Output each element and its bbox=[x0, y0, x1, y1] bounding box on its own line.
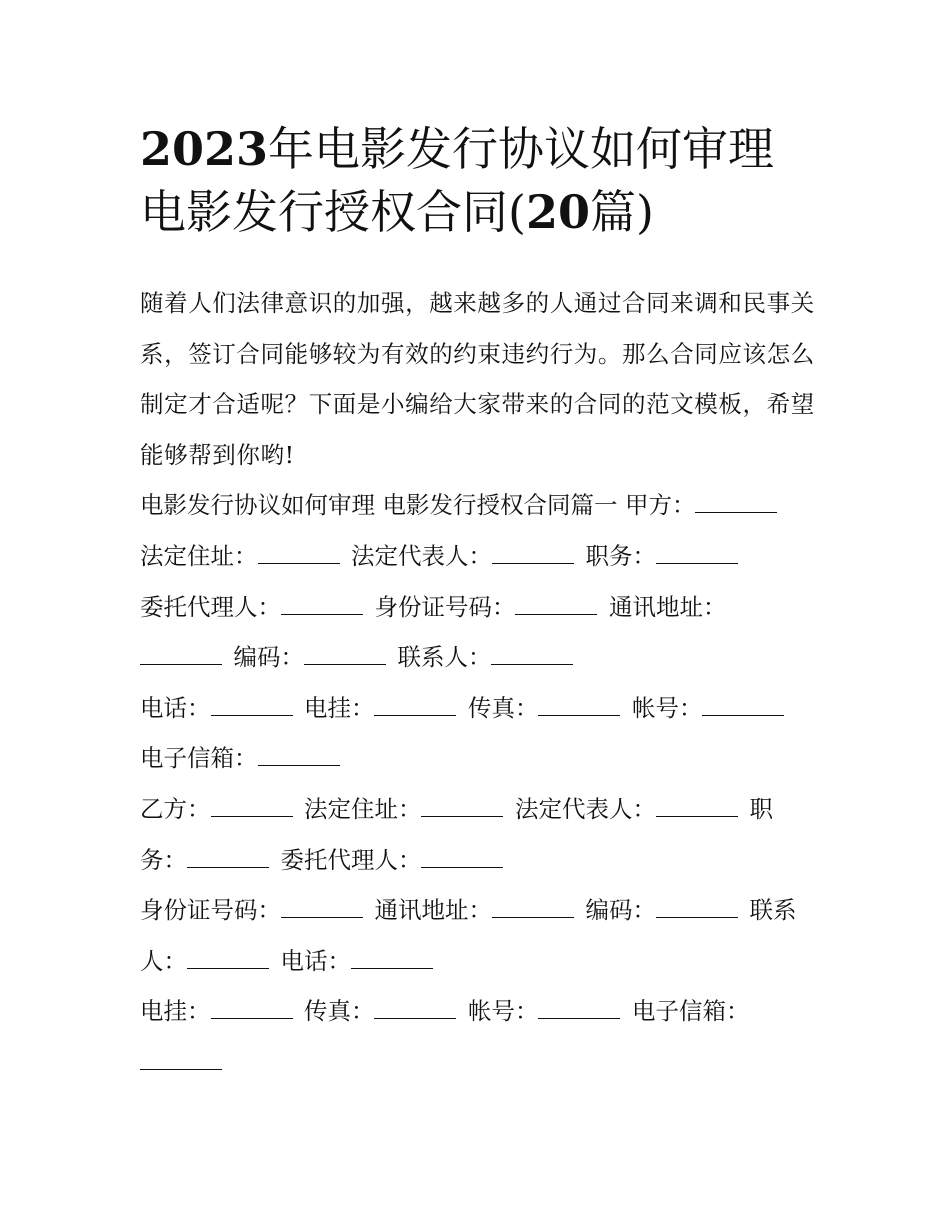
party-b-label: 乙方： bbox=[140, 794, 211, 823]
title-line1-text: 年电影发行协议如何审理 bbox=[268, 122, 775, 176]
party-a-address-blank[interactable] bbox=[258, 545, 340, 564]
party-b-id-label: 身份证号码： bbox=[140, 896, 281, 925]
party-a-position-label: 职务： bbox=[585, 541, 656, 570]
party-a-email-blank[interactable] bbox=[258, 747, 340, 766]
section-heading: 电影发行协议如何审理 电影发行授权合同篇一 bbox=[140, 491, 618, 520]
party-a-account-label: 帐号： bbox=[631, 693, 703, 722]
party-a-telex-blank[interactable] bbox=[374, 697, 456, 716]
party-b-phone-label: 电话： bbox=[280, 946, 351, 975]
party-a-blank[interactable] bbox=[695, 494, 777, 513]
party-a-account-blank[interactable] bbox=[702, 697, 784, 716]
party-a-agent-blank[interactable] bbox=[281, 596, 363, 615]
party-b-postcode-blank[interactable] bbox=[656, 899, 738, 918]
party-a-legal-rep-blank[interactable] bbox=[492, 545, 574, 564]
party-a-position-blank[interactable] bbox=[656, 545, 738, 564]
title-count-suffix: 篇) bbox=[589, 185, 654, 239]
party-b-mail-address-label: 通讯地址： bbox=[374, 896, 492, 925]
party-b-telex-label: 电挂： bbox=[140, 997, 211, 1026]
party-a-agent-label: 委托代理人： bbox=[140, 592, 281, 621]
intro-paragraph: 随着人们法律意识的加强，越来越多的人通过合同来调和民事关系，签订合同能够较为有效的约束违约行为。那么合同应该怎么制定才合适呢？下面是小编给大家带来的合同的范文模板，希望能够帮到你哟! bbox=[140, 289, 815, 469]
party-b-telex-blank[interactable] bbox=[211, 1000, 293, 1019]
party-a-mail-address-label: 通讯地址： bbox=[608, 592, 727, 621]
party-b-agent-label: 委托代理人： bbox=[280, 845, 422, 874]
party-a-mail-address-blank[interactable] bbox=[140, 646, 222, 665]
party-a-section bbox=[140, 480, 820, 682]
party-b-blank[interactable] bbox=[211, 798, 293, 817]
party-a-legal-rep-label: 法定代表人： bbox=[350, 541, 492, 570]
party-a-id-blank[interactable] bbox=[515, 596, 597, 615]
party-b-fax-blank[interactable] bbox=[374, 1000, 456, 1019]
party-b-account-blank[interactable] bbox=[538, 1000, 620, 1019]
party-b-postcode-label: 编码： bbox=[585, 896, 656, 925]
party-a-email-label: 电子信箱： bbox=[140, 744, 258, 773]
party-a-label: 甲方： bbox=[624, 491, 696, 520]
party-b-position-blank[interactable] bbox=[187, 849, 269, 868]
party-a-fax-label: 传真： bbox=[467, 693, 539, 722]
title-year: 2023 bbox=[140, 122, 269, 176]
party-a-phone-blank[interactable] bbox=[211, 697, 293, 716]
party-b-legal-rep-label: 法定代表人： bbox=[514, 794, 656, 823]
party-b-contact-label-a: 联系 bbox=[749, 896, 797, 925]
party-a-address-label: 法定住址： bbox=[140, 541, 258, 570]
title-line2-text: 电影发行授权合同( bbox=[140, 185, 526, 239]
party-b-address-blank[interactable] bbox=[421, 798, 503, 817]
party-b-section bbox=[140, 784, 820, 885]
party-b-account-label: 帐号： bbox=[467, 997, 539, 1026]
party-b-mail-address-blank[interactable] bbox=[492, 899, 574, 918]
party-a-postcode-label: 编码： bbox=[233, 643, 304, 672]
party-b-email-blank[interactable] bbox=[140, 1051, 222, 1070]
party-b-phone-blank[interactable] bbox=[351, 950, 433, 969]
document-body bbox=[140, 278, 820, 1088]
party-a-id-label: 身份证号码： bbox=[374, 592, 516, 621]
party-b-id-section bbox=[140, 885, 820, 986]
document-title bbox=[140, 118, 830, 244]
party-b-position-label-b: 务： bbox=[140, 845, 187, 874]
party-b-contact-section bbox=[140, 986, 820, 1087]
party-a-contact-section bbox=[140, 683, 820, 784]
party-a-telex-label: 电挂： bbox=[303, 693, 375, 722]
party-b-contact-label-b: 人： bbox=[140, 946, 187, 975]
title-count: 20 bbox=[525, 185, 590, 239]
party-b-contact-blank[interactable] bbox=[187, 950, 269, 969]
party-a-fax-blank[interactable] bbox=[538, 697, 620, 716]
party-a-contact-blank[interactable] bbox=[491, 646, 573, 665]
party-b-id-blank[interactable] bbox=[281, 899, 363, 918]
party-b-address-label: 法定住址： bbox=[303, 794, 422, 823]
party-b-legal-rep-blank[interactable] bbox=[656, 798, 738, 817]
party-a-contact-label: 联系人： bbox=[397, 643, 492, 672]
party-b-fax-label: 传真： bbox=[303, 997, 375, 1026]
party-b-position-label-a: 职 bbox=[749, 794, 773, 823]
party-b-agent-blank[interactable] bbox=[421, 849, 503, 868]
party-b-email-label: 电子信箱： bbox=[631, 997, 750, 1026]
party-a-postcode-blank[interactable] bbox=[304, 646, 386, 665]
party-a-phone-label: 电话： bbox=[140, 693, 211, 722]
